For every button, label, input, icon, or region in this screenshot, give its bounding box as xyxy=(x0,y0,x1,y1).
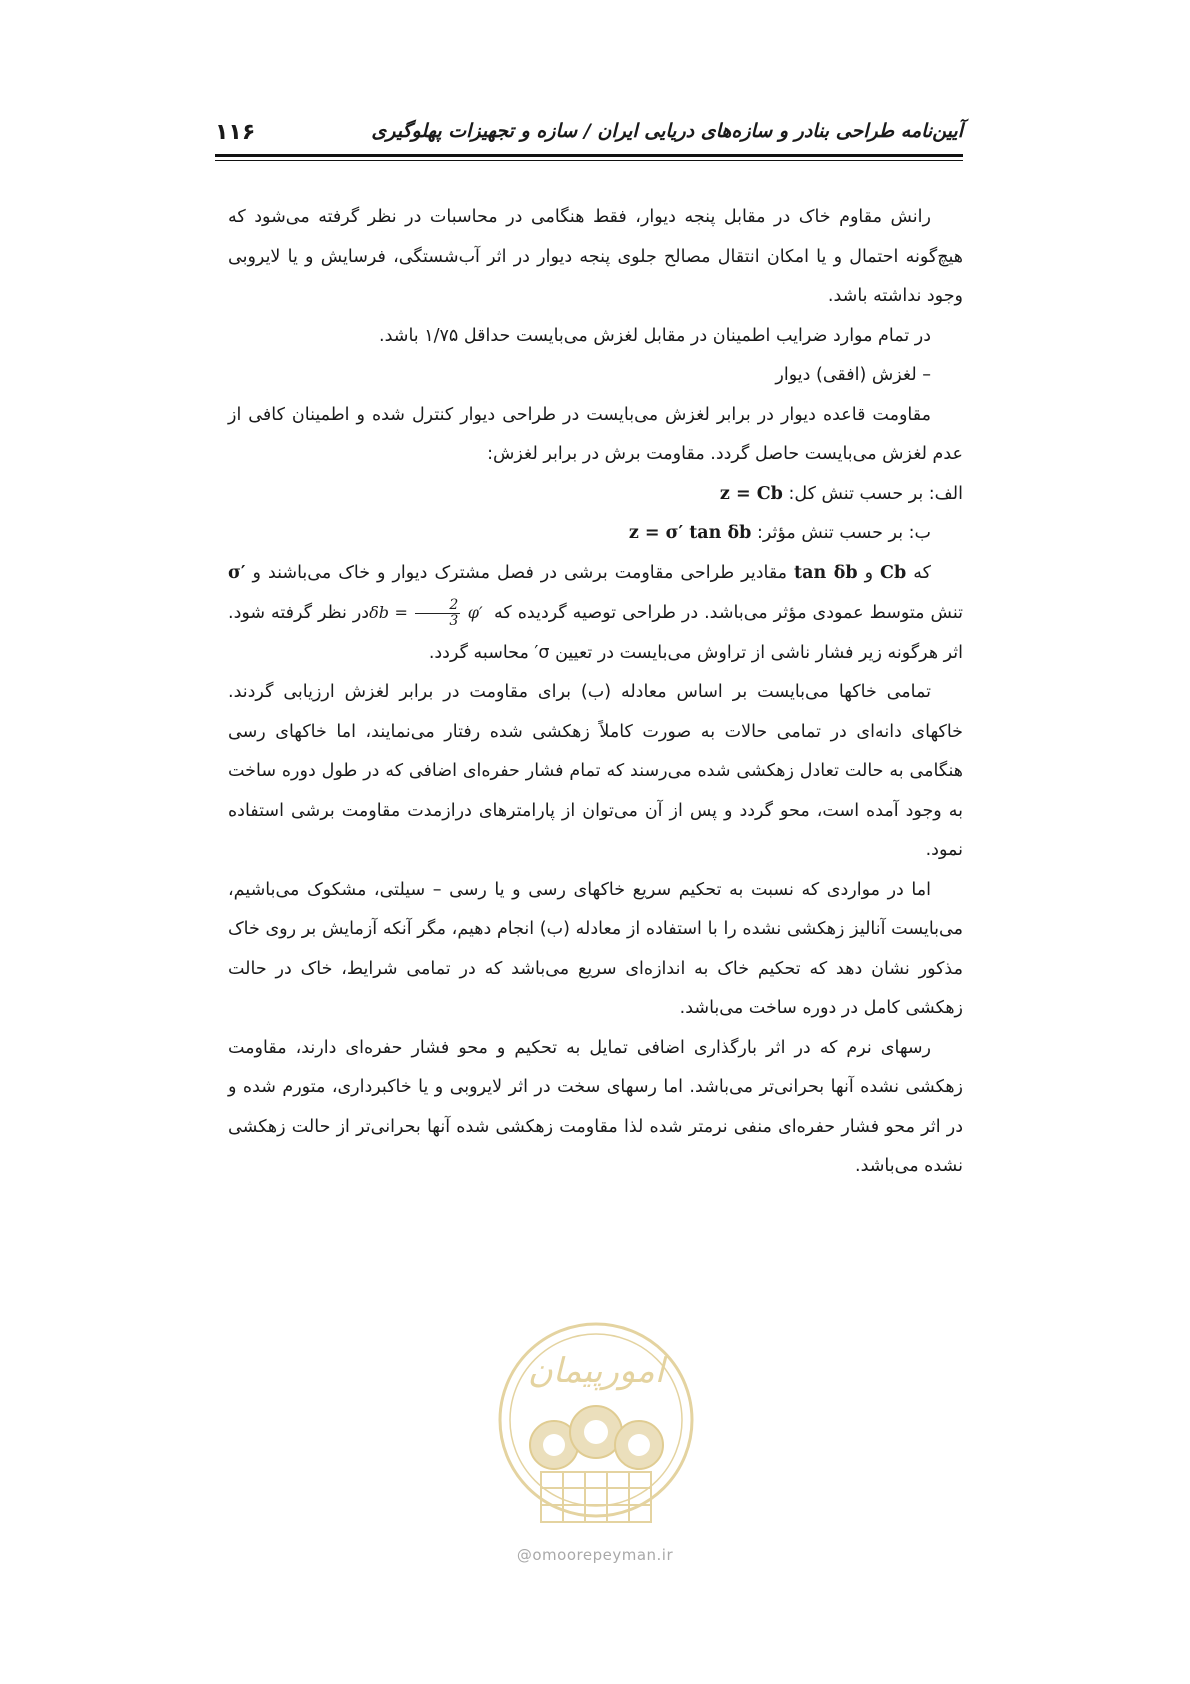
symbol-tan-delta: tan δb xyxy=(794,562,858,583)
text-fragment: در نظر گرفته شود. اثر هرگونه زیر فشار ناشی از تراوش می‌بایست در تعیین σ′ محاسبه گردد. xyxy=(228,603,963,663)
text-fragment: که xyxy=(913,562,931,583)
heading-wall-sliding: – لغزش (افقی) دیوار xyxy=(775,365,931,385)
paragraph-drained-analysis: تمامی خاکها می‌بایست بر اساس معادله (ب) برای مقاومت در برابر لغزش ارزیابی گردند. خاکهای دانه‌ای در تمامی حالات به صورت کاملاً زهکشی شده رفتار می‌نمایند، اما خاکهای رسی هنگامی به حالت تعادل زهکشی شده می‌رسند که تمام فشار حفره‌ای اضافی که در طول دوره ساخت به وجود آمده است، محو گردد و پس از آن می‌توان از پارامترهای درازمدت مقاومت برشی استفاده نمود. xyxy=(228,682,963,860)
formula-total-stress-expression: z = Cb xyxy=(719,483,783,504)
watermark-caption: @omoorepeyman.ir xyxy=(516,1546,674,1564)
formula-total-stress xyxy=(228,475,963,515)
formula-lhs: δb = xyxy=(369,603,408,622)
watermark-logo-text: امورپیمان xyxy=(527,1351,665,1391)
page-number: ۱۱۶ xyxy=(215,120,256,145)
text-fragment: تنش متوسط عمودی مؤثر می‌باشد. در طراحی توصیه گردیده که xyxy=(494,603,963,623)
paragraph-undrained-analysis: اما در مواردی که نسبت به تحکیم سریع خاکهای رسی و یا رسی – سیلتی، مشکوک می‌باشیم، می‌بایست آنالیز زهکشی نشده را با استفاده از معادله (ب) انجام دهیم، مگر آنکه آزمایش بر روی خاک مذکور نشان دهد که تحکیم خاک به اندازه‌ای سریع می‌باشد که در تمامی شرایط، خاک در حالت زهکشی کامل در دوره ساخت می‌باشد. xyxy=(228,879,963,1018)
formula-effective-stress xyxy=(228,514,963,554)
formula-effective-stress-expression: z = σ′ tan δb xyxy=(628,523,752,543)
paragraph-definitions xyxy=(228,554,963,674)
paragraph-base-resistance: مقاومت قاعده دیوار در برابر لغزش می‌بایست در طراحی دیوار کنترل شده و اطمینان کافی از عدم لغزش می‌بایست حاصل گردد. مقاومت برش در برابر لغزش: xyxy=(228,404,963,464)
text-fragment: و xyxy=(864,562,874,583)
formula-delta-b xyxy=(369,597,488,629)
fraction-denominator: 3 xyxy=(449,613,459,629)
header-rule-thick xyxy=(215,154,963,157)
formula-effective-stress-label: ب: بر حسب تنش مؤثر: xyxy=(756,523,931,543)
formula-rhs: φ′ xyxy=(467,603,483,622)
symbol-sigma-prime: σ′ xyxy=(228,562,246,583)
symbol-cb: Cb xyxy=(880,562,907,583)
page-header xyxy=(215,118,963,152)
watermark-logo xyxy=(489,1320,704,1545)
header-rule-thin xyxy=(215,160,963,161)
body-text xyxy=(228,198,963,1187)
paragraph-passive-thrust: رانش مقاوم خاک در مقابل پنجه دیوار، فقط هنگامی در محاسبات در نظر گرفته می‌شود که هیچ‌گونه احتمال و یا امکان انتقال مصالح جلوی پنجه دیوار در اثر آب‌شستگی، فرسایش و یا لایروبی وجود نداشته باشد. xyxy=(228,207,963,306)
running-title: آیین‌نامه طراحی بنادر و سازه‌های دریایی ایران / سازه و تجهیزات پهلوگیری xyxy=(371,120,963,142)
paragraph-clay-behaviour: رسهای نرم که در اثر بارگذاری اضافی تمایل به تحکیم و محو فشار حفره‌ای دارند، مقاومت زهکشی نشده آنها بحرانی‌تر می‌باشد. اما رسهای سخت در اثر لایروبی و یا خاکبرداری، متورم شده و در اثر محو فشار حفره‌ای منفی نرمتر شده لذا مقاومت زهکشی شده آنها بحرانی‌تر از حالت زهکشی نشده می‌باشد. xyxy=(228,1037,963,1176)
text-fragment: مقادیر طراحی مقاومت برشی در فصل مشترک دیوار و خاک می‌باشند و xyxy=(252,562,788,583)
paragraph-safety-factor: در تمام موارد ضرایب اطمینان در مقابل لغزش می‌بایست حداقل ۱/۷۵ باشد. xyxy=(379,325,931,346)
fraction-numerator: 2 xyxy=(415,598,460,614)
formula-total-stress-label: الف: بر حسب تنش کل: xyxy=(788,483,963,504)
fraction xyxy=(415,598,460,629)
watermark-logo-graphic xyxy=(489,1320,704,1545)
